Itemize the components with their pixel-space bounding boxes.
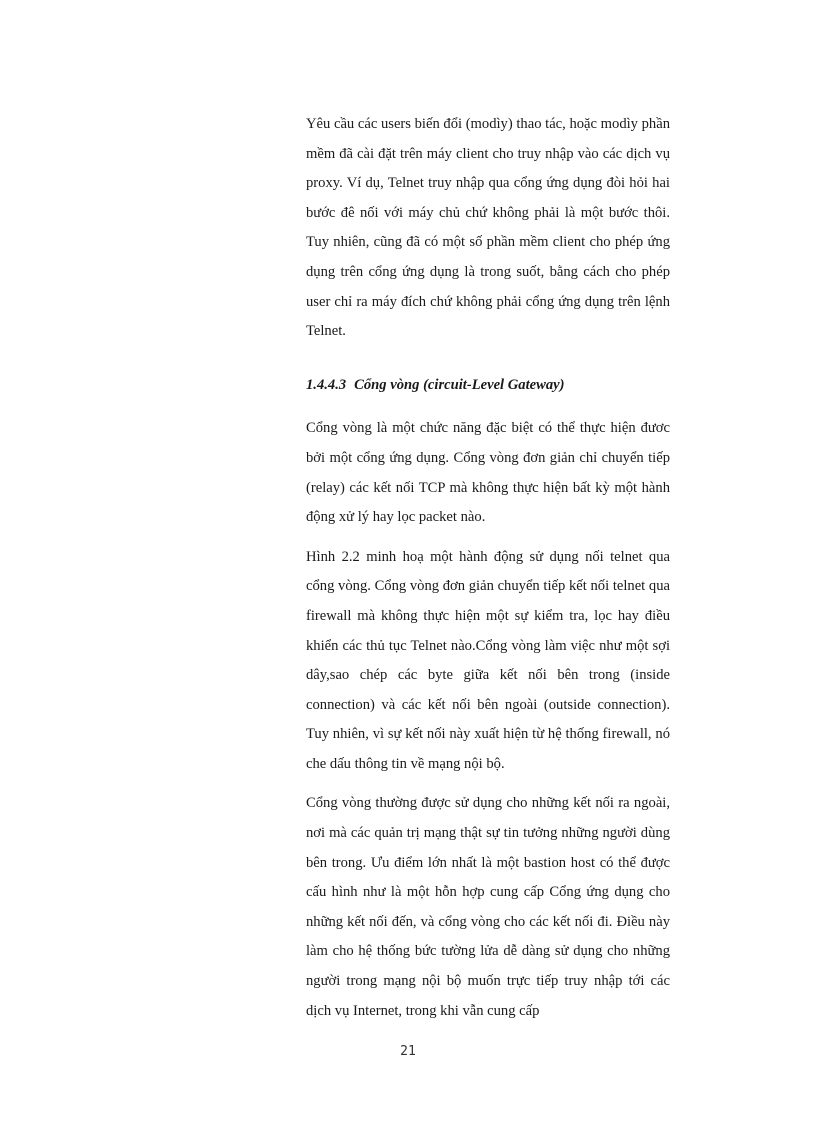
page-number: 21 [400, 1044, 416, 1059]
section-number: 1.4.4.3 [306, 376, 347, 393]
paragraph-telnet-example: Hình 2.2 minh hoạ một hành động sử dụng nối telnet qua cổng vòng. Cổng vòng đơn giản chuyển tiếp kết nối telnet qua firewall mà không thực hiện một sự kiểm tra, lọc hay điều khiển các thủ tục Telnet nào.Cổng vòng làm việc như một sợi dây,sao chép các byte giữa kết nối bên trong (inside connection) và các kết nối bên ngoài (outside connection). Tuy nhiên, vì sự kết nối này xuất hiện từ hệ thống firewall, nó che dấu thông tin về mạng nội bộ. [306, 548, 670, 772]
section-heading [306, 371, 670, 401]
paragraph-outbound-usage: Cổng vòng thường được sử dụng cho những kết nối ra ngoài, nơi mà các quản trị mạng thật sự tin tưởng những người dùng bên trong. Ưu điểm lớn nhất là một bastion host có thể được cấu hình như là một hỗn hợp cung cấp Cổng ứng dụng cho những kết nối đến, và cổng vòng cho các kết nối đi. Điều này làm cho hệ thống bức tường lửa dễ dàng sử dụng cho những người trong mạng nội bộ muốn trực tiếp truy nhập tới các dịch vụ Internet, trong khi vẫn cung cấp [306, 795, 670, 1019]
paragraph-circuit-gateway-intro: Cổng vòng là một chức năng đặc biệt có thể thực hiện đươc bởi một cổng ứng dụng. Cổng vòng đơn giản chỉ chuyển tiếp (relay) các kết nối TCP mà không thực hiện bất kỳ một hành động xử lý hay lọc packet nào. [306, 420, 670, 526]
section-title: Cổng vòng (circuit-Level Gateway) [354, 376, 565, 393]
paragraph-proxy-modification: Yêu cầu các users biến đổi (modìy) thao tác, hoặc modìy phần mềm đã cài đặt trên máy client cho truy nhập vào các dịch vụ proxy. Ví dụ, Telnet truy nhập qua cổng ứng dụng đòi hỏi hai bước đê nối với máy chủ chứ không phải là một bước thôi. Tuy nhiên, cũng đã có một số phần mềm client cho phép ứng dụng trên cổng ứng dụng là trong suốt, bằng cách cho phép user chỉ ra máy đích chứ không phải cổng ứng dụng trên lệnh Telnet. [306, 116, 670, 340]
document-body [306, 110, 670, 1026]
